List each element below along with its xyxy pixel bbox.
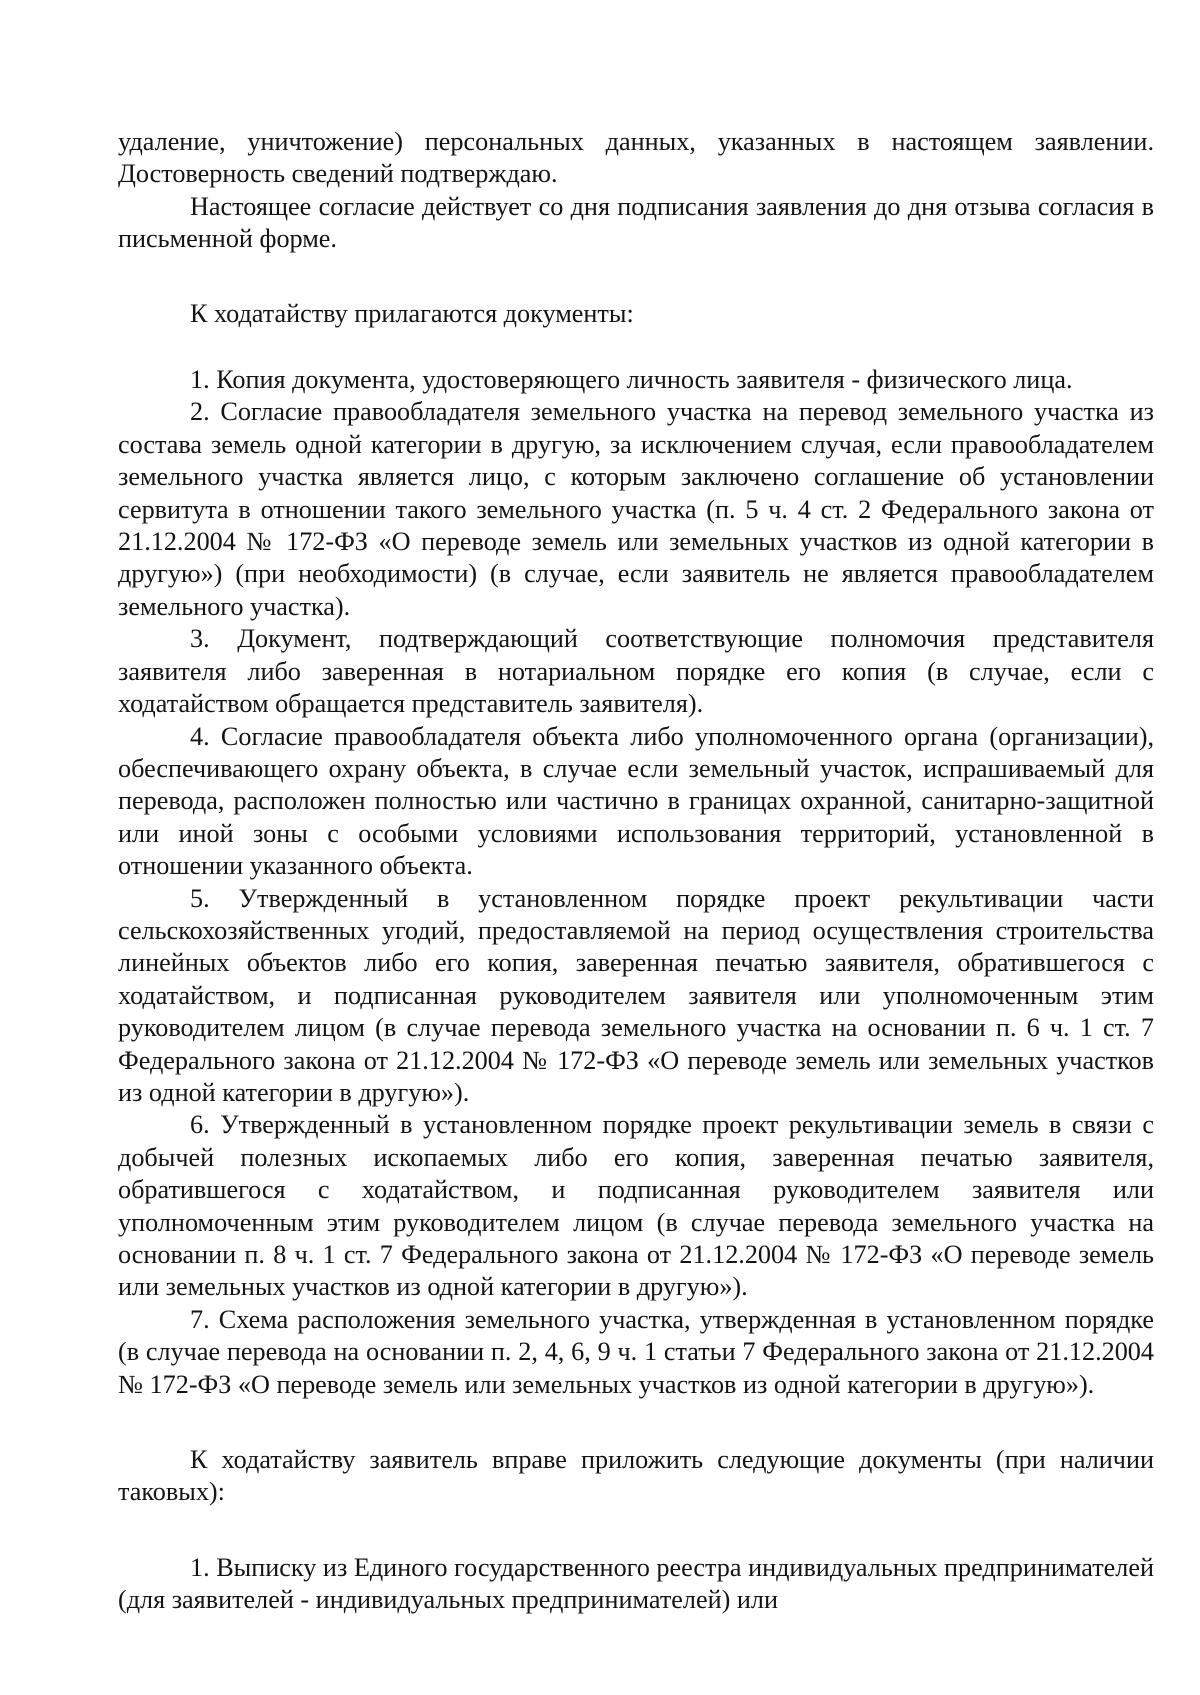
- consent-text-end: удаление, уничтожение) персональных данных, указанных в настоящем заявлении. Достоверность сведений подтверждаю.: [118, 127, 1154, 189]
- required-doc-item-6: 6. Утвержденный в установленном порядке проект рекультивации земель в связи с добычей полезных ископаемых либо его копия, заверенная печатью заявителя, обратившегося с ходатайством, и подписанная руководителем заявителя или уполномоченным этим руководителем лицом (в случае перевода земельного участка на основании п. 8 ч. 1 ст. 7 Федерального закона от 21.12.2004 № 172-ФЗ «О переводе земель или земельных участков из одной категории в другую»).: [118, 1110, 1154, 1302]
- optional-docs-heading: К ходатайству заявитель вправе приложить следующие документы (при наличии таковых):: [118, 1445, 1154, 1507]
- required-doc-item-3: 3. Документ, подтверждающий соответствующие полномочия представителя заявителя либо заверенная в нотариальном порядке его копия (в случае, если с ходатайством обращается представитель заявителя).: [118, 624, 1154, 719]
- consent-term-text: Настоящее согласие действует со дня подписания заявления до дня отзыва согласия в письменной форме.: [118, 191, 1154, 254]
- required-doc-item-7: 7. Схема расположения земельного участка, утвержденная в установленном порядке (в случае перевода на основании п. 2, 4, 6, 9 ч. 1 статьи 7 Федерального закона от 21.12.2004 № 172-ФЗ «О переводе земель или земельных участков из одной категории в другую»).: [118, 1304, 1154, 1399]
- required-doc-item-5: 5. Утвержденный в установленном порядке проект рекультивации части сельскохозяйственных угодий, предоставляемой на период осуществления строительства линейных объектов либо его копия, заверенная печатью заявителя, обратившегося с ходатайством, и подписанная руководителем заявителя или уполномоченным этим руководителем лицом (в случае перевода земельного участка на основании п. 6 ч. 1 ст. 7 Федерального закона от 21.12.2004 № 172-ФЗ «О переводе земель или земельных участков из одной категории в другую»).: [118, 883, 1154, 1107]
- required-doc-item-1: 1. Копия документа, удостоверяющего личность заявителя - физического лица.: [190, 365, 1073, 395]
- required-docs-heading: К ходатайству прилагаются документы:: [190, 298, 634, 328]
- required-doc-item-2: 2. Согласие правообладателя земельного участка на перевод земельного участка из состава земель одной категории в другую, за исключением случая, если правообладателем земельного участка является лицо, с которым заключено соглашение об установлении сервитута в отношении такого земельного участка (п. 5 ч. 4 ст. 2 Федерального закона от 21.12.2004 № 172-ФЗ «О переводе земель или земельных участков из одной категории в другую») (при необходимости) (в случае, если заявитель не является правообладателем земельного участка).: [118, 397, 1154, 621]
- required-doc-item-4: 4. Согласие правообладателя объекта либо уполномоченного органа (организации), обеспечивающего охрану объекта, в случае если земельный участок, испрашиваемый для перевода, расположен полностью или частично в границах охранной, санитарно-защитной или иной зоны с особыми условиями использования территорий, установленной в отношении указанного объекта.: [118, 721, 1154, 881]
- optional-doc-item-1: 1. Выписку из Единого государственного реестра индивидуальных предпринимателей (для заявителей - индивидуальных предпринимателей) или: [118, 1552, 1154, 1615]
